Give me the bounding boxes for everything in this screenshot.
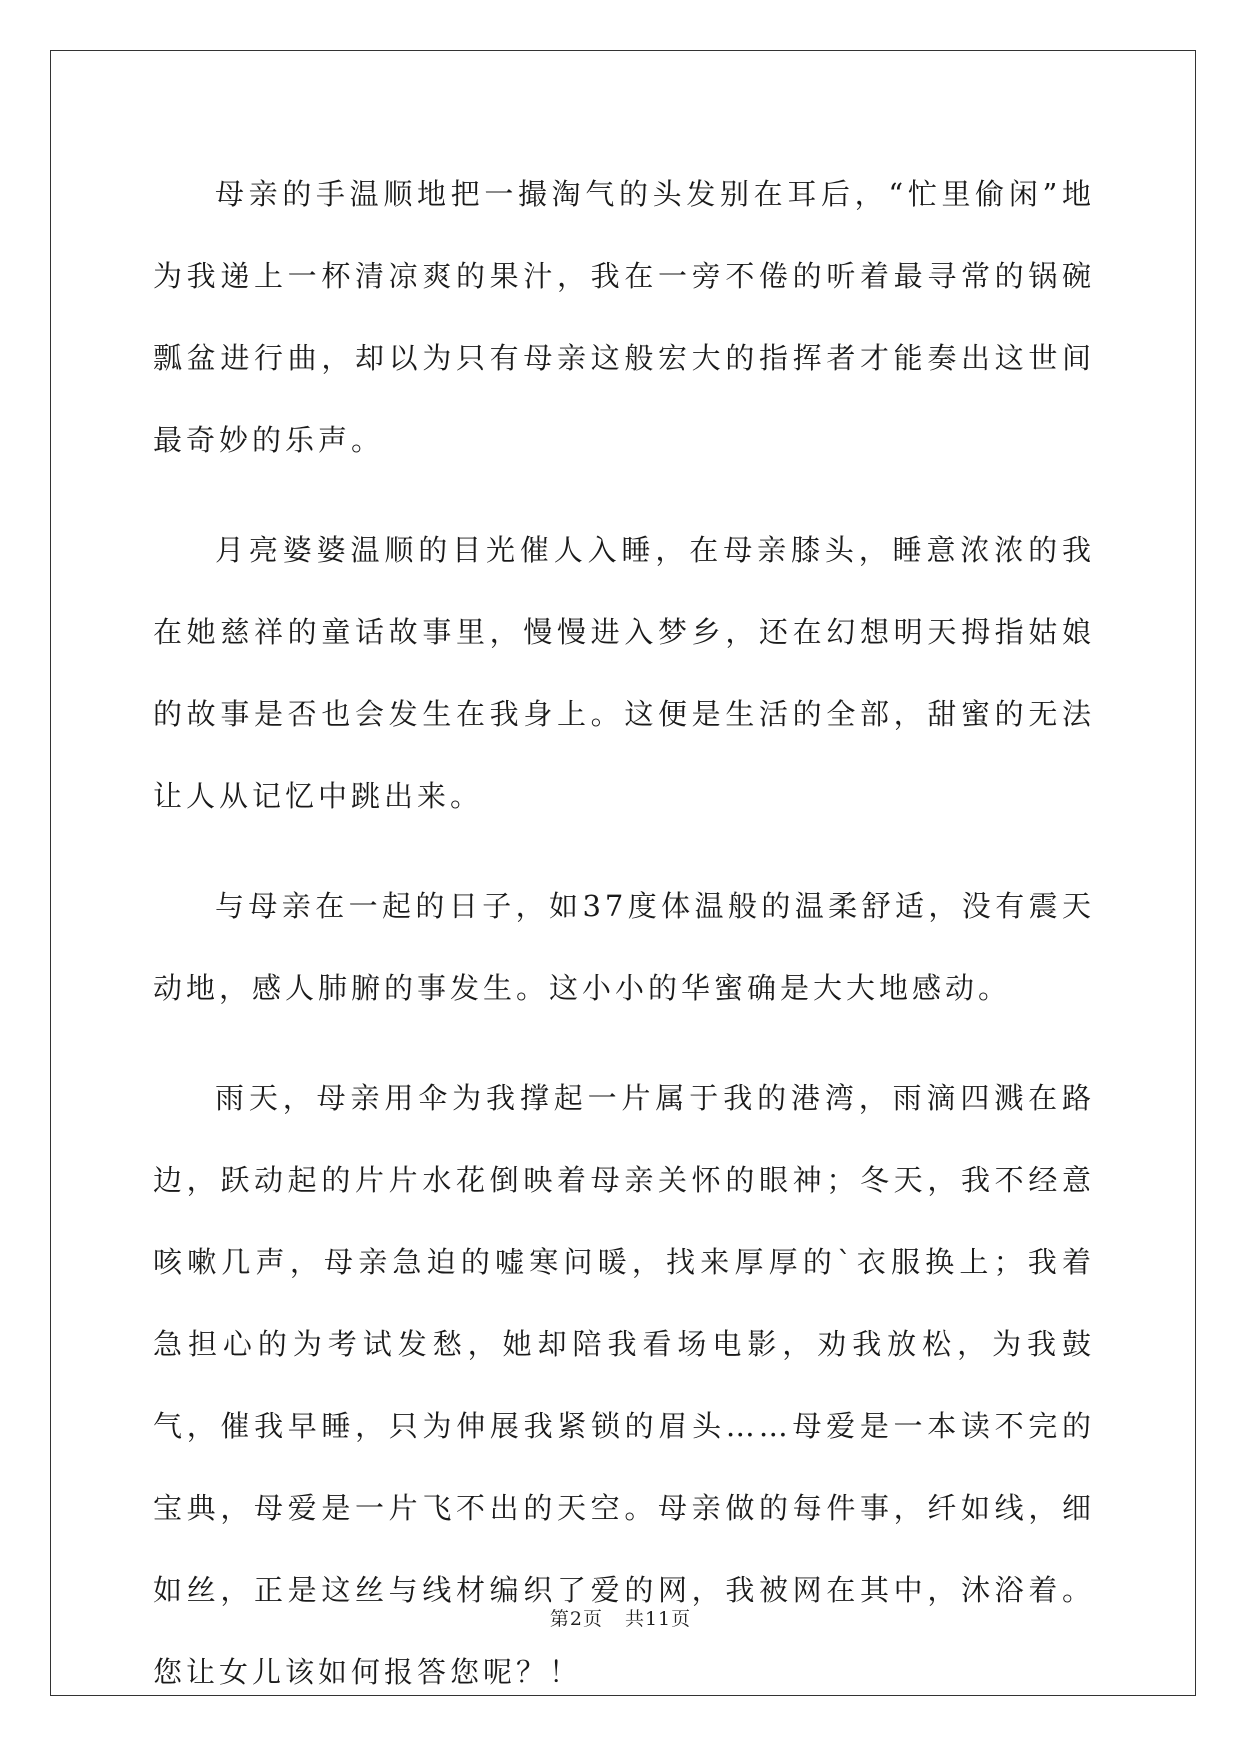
paragraph-4: 雨天，母亲用伞为我撑起一片属于我的港湾，雨滴四溅在路边，跃动起的片片水花倒映着母亲关怀的眼神；冬天，我不经意咳嗽几声，母亲急迫的嘘寒问暖，找来厚厚的`衣服换上；我着急担心的为考试发愁，她却陪我看场电影，劝我放松，为我鼓气，催我早睡，只为伸展我紧锁的眉头……母爱是一本读不完的宝典，母爱是一片飞不出的天空。母亲做的每件事，纤如线，细如丝，正是这丝与线材编织了爱的网，我被网在其中，沐浴着。您让女儿该如何报答您呢？！	[153, 1081, 1095, 1689]
paragraph-3: 与母亲在一起的日子，如37度体温般的温柔舒适，没有震天动地，感人肺腑的事发生。这小小的华蜜确是大大地感动。	[153, 889, 1095, 1005]
current-page-number: 第2页	[549, 1608, 603, 1630]
total-page-count: 共11页	[624, 1608, 692, 1630]
document-body	[153, 153, 1095, 1741]
paragraph-1: 母亲的手温顺地把一撮淘气的头发别在耳后，“忙里偷闲”地为我递上一杯清凉爽的果汁，我在一旁不倦的听着最寻常的锅碗瓢盆进行曲，却以为只有母亲这般宏大的指挥者才能奏出这世间最奇妙的乐声。	[153, 177, 1095, 457]
paragraph-2: 月亮婆婆温顺的目光催人入睡，在母亲膝头，睡意浓浓的我在她慈祥的童话故事里，慢慢进入梦乡，还在幻想明天拇指姑娘的故事是否也会发生在我身上。这便是生活的全部，甜蜜的无法让人从记忆中跳出来。	[153, 533, 1095, 813]
page-footer	[0, 1604, 1241, 1631]
